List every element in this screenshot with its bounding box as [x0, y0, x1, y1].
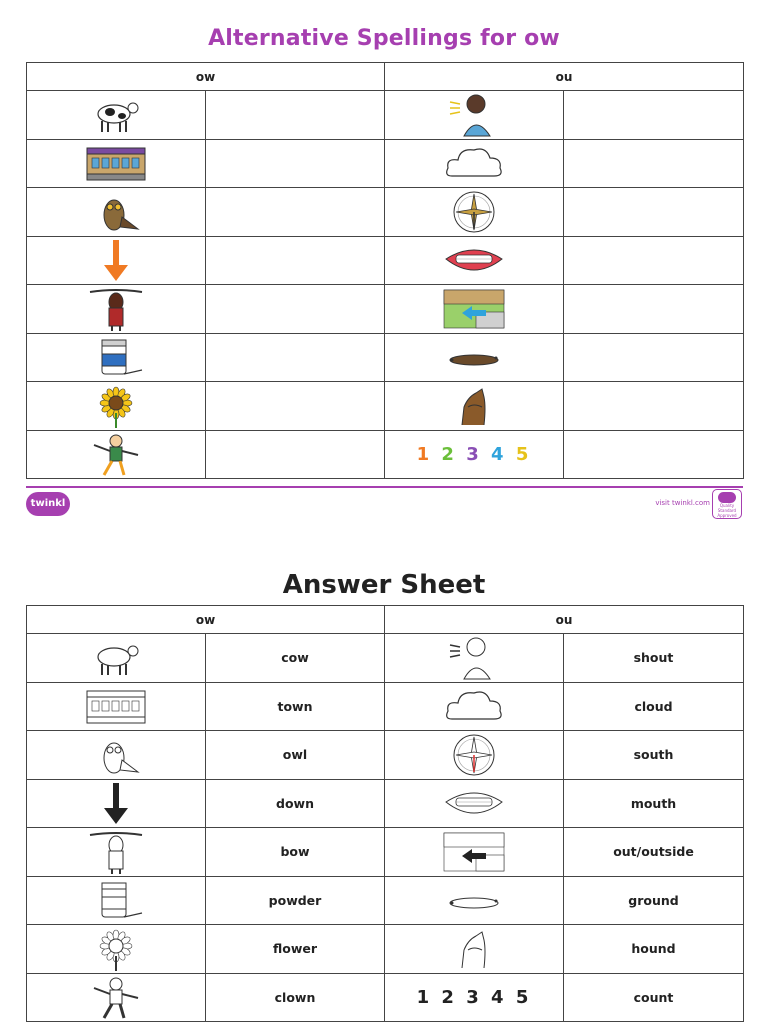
- ow-picture-cell: [27, 382, 206, 431]
- flower-icon: [84, 383, 148, 429]
- ou-picture-cell: [385, 91, 564, 140]
- visit-link[interactable]: visit twinkl.com: [655, 499, 710, 507]
- town-icon: [84, 683, 148, 729]
- ground-icon: [442, 877, 506, 923]
- table-row: [27, 382, 744, 431]
- answer-blank[interactable]: [564, 188, 744, 237]
- ow-picture-cell: [27, 333, 206, 382]
- count-digit: 3: [466, 443, 482, 465]
- ou-picture-cell: [385, 333, 564, 382]
- ou-picture-cell: [385, 139, 564, 188]
- ou-picture-cell: [385, 925, 564, 974]
- cloud-icon: [442, 140, 506, 186]
- table-row: [27, 333, 744, 382]
- table-row: [27, 925, 744, 974]
- ow-picture-cell: [27, 925, 206, 974]
- flower-icon: [84, 926, 148, 972]
- answer-blank[interactable]: [564, 139, 744, 188]
- ou-answer-word: cloud: [564, 682, 744, 731]
- ow-picture-cell: [27, 634, 206, 683]
- ow-picture-cell: [27, 682, 206, 731]
- owl-icon: [84, 189, 148, 235]
- answer-blank[interactable]: [206, 91, 385, 140]
- powder-icon: [84, 334, 148, 380]
- count-digit: 4: [491, 986, 507, 1008]
- ow-picture-cell: [27, 876, 206, 925]
- count-digit: 2: [441, 986, 457, 1008]
- twinkl-logo: twinkl: [26, 492, 70, 516]
- compass-icon: [442, 189, 506, 235]
- ou-picture-cell: [385, 285, 564, 334]
- ou-answer-word: shout: [564, 634, 744, 683]
- ou-answer-word: ground: [564, 876, 744, 925]
- ow-answer-word: clown: [206, 973, 385, 1022]
- answer-table: [26, 605, 744, 1022]
- mouth-icon: [442, 237, 506, 283]
- count-digit: 5: [515, 986, 532, 1008]
- shout-icon: [442, 635, 506, 681]
- ou-picture-cell: [385, 779, 564, 828]
- answer-blank[interactable]: [206, 139, 385, 188]
- table-row: [27, 682, 744, 731]
- ou-column-header: ou: [385, 63, 744, 91]
- ow-answer-word: cow: [206, 634, 385, 683]
- ow-answer-word: bow: [206, 828, 385, 877]
- answer-blank[interactable]: [206, 333, 385, 382]
- ground-icon: [442, 334, 506, 380]
- ow-column-header: ow: [27, 63, 385, 91]
- count-digit: 2: [441, 443, 457, 465]
- answer-blank[interactable]: [206, 382, 385, 431]
- outside-icon: [442, 829, 506, 875]
- ow-picture-cell: [27, 91, 206, 140]
- table-row: [27, 139, 744, 188]
- hound-icon: [442, 383, 506, 429]
- ow-picture-cell: [27, 828, 206, 877]
- answer-sheet-title: Answer Sheet: [282, 570, 486, 600]
- ou-answer-word: mouth: [564, 779, 744, 828]
- ou-answer-word: count: [564, 973, 744, 1022]
- worksheet-title: Alternative Spellings for ow: [208, 26, 560, 51]
- ou-picture-cell: [385, 828, 564, 877]
- table-row: [27, 828, 744, 877]
- owl-icon: [84, 732, 148, 778]
- cloud-icon: [442, 683, 506, 729]
- ou-picture-cell: [385, 973, 564, 1022]
- ow-answer-word: powder: [206, 876, 385, 925]
- ow-column-header: ow: [27, 606, 385, 634]
- ow-answer-word: owl: [206, 731, 385, 780]
- table-row: [27, 876, 744, 925]
- count-numbers: [417, 987, 532, 1008]
- answer-blank[interactable]: [206, 236, 385, 285]
- ou-picture-cell: [385, 682, 564, 731]
- count-numbers: [417, 444, 532, 465]
- table-row: [27, 91, 744, 140]
- table-row: [27, 430, 744, 479]
- answer-blank[interactable]: [206, 430, 385, 479]
- ow-answer-word: town: [206, 682, 385, 731]
- ou-picture-cell: [385, 382, 564, 431]
- count-digit: 1: [416, 986, 433, 1008]
- table-row: [27, 973, 744, 1022]
- ow-picture-cell: [27, 731, 206, 780]
- ou-picture-cell: [385, 876, 564, 925]
- ow-answer-word: down: [206, 779, 385, 828]
- count-digit: 4: [491, 443, 507, 465]
- ou-picture-cell: [385, 236, 564, 285]
- ou-picture-cell: [385, 188, 564, 237]
- clown-icon: [84, 431, 148, 477]
- table-row: [27, 236, 744, 285]
- ow-picture-cell: [27, 779, 206, 828]
- table-row: [27, 634, 744, 683]
- ow-picture-cell: [27, 188, 206, 237]
- cow-icon: [84, 92, 148, 138]
- count-digit: 5: [515, 443, 532, 465]
- answer-blank[interactable]: [564, 285, 744, 334]
- down-arrow-icon: [84, 237, 148, 283]
- answer-blank[interactable]: [206, 285, 385, 334]
- table-row: [27, 731, 744, 780]
- powder-icon: [84, 877, 148, 923]
- ow-answer-word: flower: [206, 925, 385, 974]
- ou-picture-cell: [385, 634, 564, 683]
- town-icon: [84, 140, 148, 186]
- down-arrow-icon: [84, 780, 148, 826]
- count-digit: 3: [466, 986, 482, 1008]
- ou-picture-cell: [385, 731, 564, 780]
- bow-icon: [84, 829, 148, 875]
- table-row: [27, 779, 744, 828]
- quality-badge-text: Quality Standard Approved: [717, 503, 737, 518]
- ow-picture-cell: [27, 139, 206, 188]
- hound-icon: [442, 926, 506, 972]
- ow-picture-cell: [27, 973, 206, 1022]
- shout-icon: [442, 92, 506, 138]
- answer-blank[interactable]: [564, 333, 744, 382]
- ou-answer-word: south: [564, 731, 744, 780]
- footer-divider: [26, 486, 743, 488]
- answer-blank[interactable]: [564, 236, 744, 285]
- answer-blank[interactable]: [564, 91, 744, 140]
- table-row: [27, 188, 744, 237]
- count-digit: 1: [416, 443, 433, 465]
- cow-icon: [84, 635, 148, 681]
- worksheet-table: [26, 62, 744, 479]
- ou-column-header: ou: [385, 606, 744, 634]
- ou-answer-word: out/outside: [564, 828, 744, 877]
- answer-blank[interactable]: [564, 430, 744, 479]
- mouth-icon: [442, 780, 506, 826]
- bow-icon: [84, 286, 148, 332]
- answer-blank[interactable]: [206, 188, 385, 237]
- table-row: [27, 285, 744, 334]
- outside-icon: [442, 286, 506, 332]
- answer-blank[interactable]: [564, 382, 744, 431]
- clown-icon: [84, 974, 148, 1020]
- ou-picture-cell: [385, 430, 564, 479]
- ou-answer-word: hound: [564, 925, 744, 974]
- ow-picture-cell: [27, 236, 206, 285]
- quality-badge-icon: [712, 489, 742, 519]
- ow-picture-cell: [27, 430, 206, 479]
- ow-picture-cell: [27, 285, 206, 334]
- compass-icon: [442, 732, 506, 778]
